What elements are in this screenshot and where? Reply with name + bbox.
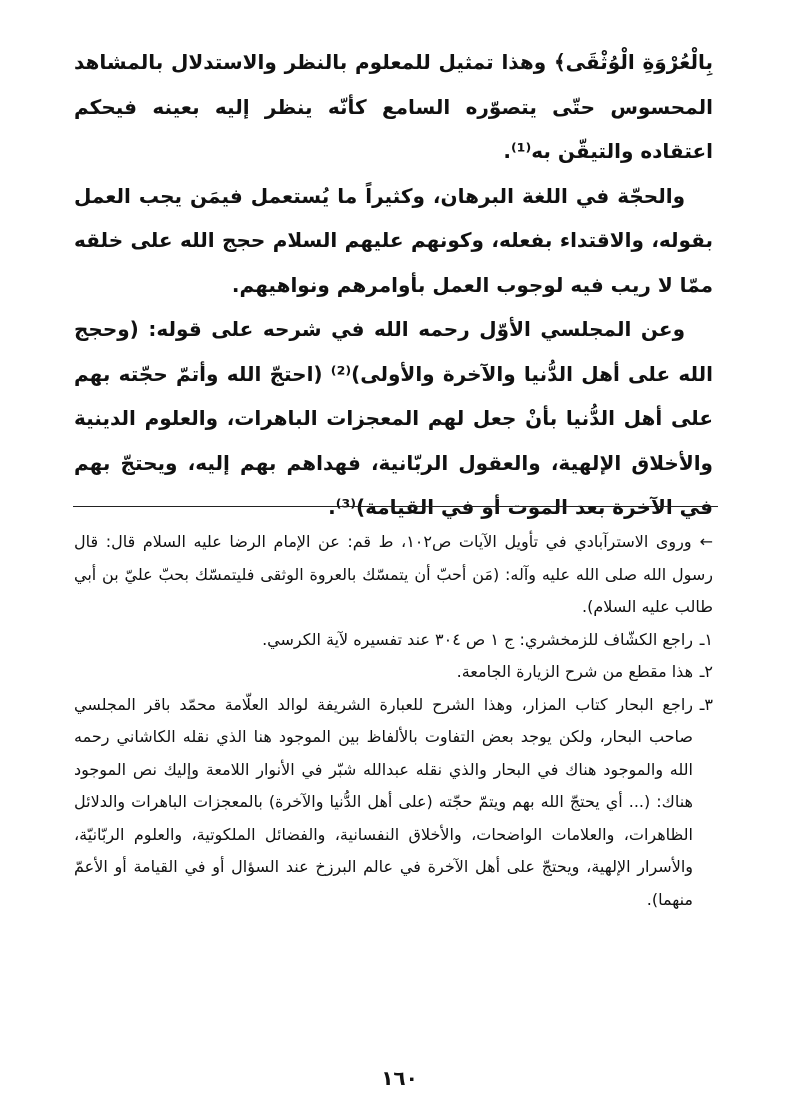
footnote-text: هذا مقطع من شرح الزيارة الجامعة. (456, 662, 693, 681)
main-text-block (74, 40, 713, 530)
paragraph-3: وعن المجلسي الأوّل رحمه الله في شرحه على قوله: (وحجج الله على أهل الدُّنيا والآخرة والأولى)⁽²⁾ (احتجّ الله وأتمّ حجّته بهم على أهل الدُّنيا بأنْ جعل لهم المعجزات الباهرات، والعلوم الدينية والأخلاق الإلهية، والعقول الربّانية، فهداهم بهم إليه، ويحتجّ بهم في الآخرة بعد الموت أو في القيامة)⁽³⁾. (74, 317, 713, 519)
continuation-arrow-icon: ← (699, 532, 713, 551)
footnote-number: ٢ـ (699, 662, 713, 681)
paragraph-1: بِالْعُرْوَةِ الْوُثْقَى﴾ وهذا تمثيل للمعلوم بالنظر والاستدلال بالمشاهد المحسوس حتّى يتصوّره السامع كأنّه ينظر إليه بعينه فيحكم اعتقاده والتيقّن به⁽¹⁾. (74, 50, 713, 163)
footnote-2 (74, 656, 713, 689)
footnote-continuation (74, 526, 713, 624)
footnote-number: ١ـ (699, 629, 713, 649)
footnote-3 (74, 689, 713, 917)
footnote-number: ٣ـ (699, 694, 713, 714)
footnote-continuation-text: وروى الاسترآبادي في تأويل الآيات ص١٠٢، ط قم: عن الإمام الرضا عليه السلام قال: قال رسول الله صلى الله عليه وآله: (مَن أحبّ أن يتمسّك بالعروة الوثقى فليتمسّك بحبّ عليّ بن أبي طالب عليه السلام). (74, 532, 713, 616)
footnote-divider (73, 506, 718, 507)
footnote-text: راجع البحار كتاب المزار، وهذا الشرح للعبارة الشريفة لوالد العلّامة محمّد باقر المجلسي صاحب البحار، ولكن يوجد بعض التفاوت بالألفاظ بين الموجود هنا الذي نقله الكاشاني رحمه الله والموجود هناك في البحار والذي نقله عبدالله شبّر في الأنوار اللامعة وإليك نص الموجود هناك: (... أي يحتجّ الله بهم ويتمّ حجّته (على أهل الدُّنيا والآخرة) بالمعجزات الباهرات والدلائل الظاهرات، والعلامات الواضحات، والأخلاق النفسانية، والفضائل الملكوتية، والعلوم الربّانيّة، والأسرار الإلهية، ويحتجّ على أهل الآخرة في عالم البرزخ عند السؤال أو في القيامة أو الأعمّ منهما). (74, 694, 693, 909)
footnote-text: راجع الكشّاف للزمخشري: ج ١ ص ٣٠٤ عند تفسيره لآية الكرسي. (262, 629, 693, 649)
page-number: ١٦٠ (381, 1066, 418, 1090)
footnotes-block (74, 526, 713, 916)
footnote-1 (74, 624, 713, 657)
paragraph-2: والحجّة في اللغة البرهان، وكثيراً ما يُستعمل فيمَن يجب العمل بقوله، والاقتداء بفعله، وكونهم عليهم السلام حجج الله على خلقه ممّا لا ريب فيه لوجوب العمل بأوامرهم ونواهيهم. (74, 183, 713, 297)
